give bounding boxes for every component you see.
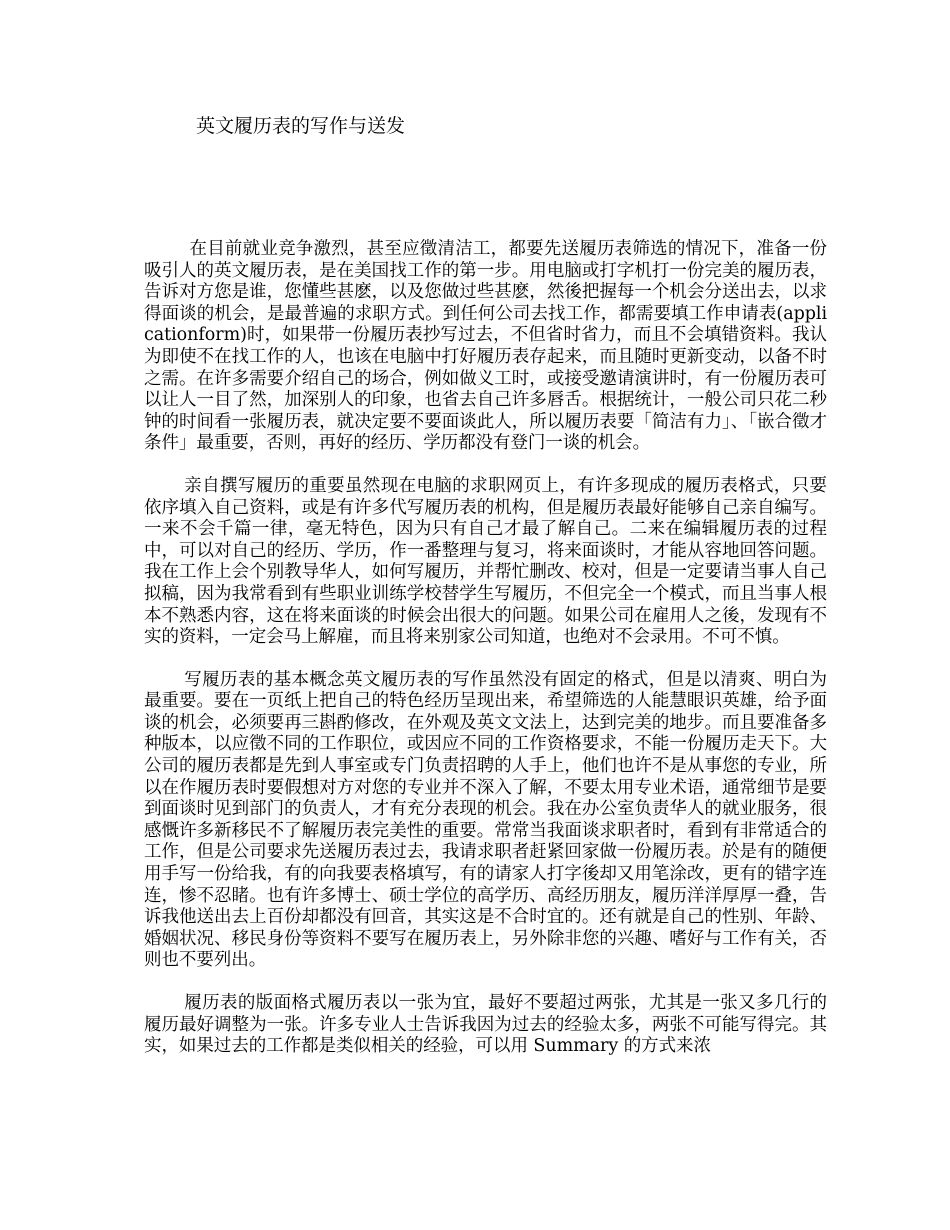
paragraph-layout-format: 履历表的版面格式履历表以一张为宜，最好不要超过两张，尤其是一张又多几行的履历最好调整为一张。许多专业人士告诉我因为过去的经验太多，两张不可能写得完。其实，如果过去的工作都是类似相关的经验，可以用 Summary 的方式来浓 xyxy=(144,993,827,1057)
paragraph-intro: 在目前就业竞争激烈，甚至应徵清洁工，都要先送履历表筛选的情况下，准备一份吸引人的英文履历表，是在美国找工作的第一步。用电脑或打字机打一份完美的履历表，告诉对方您是谁，您懂些甚麽，以及您做过些甚麽，然後把握每一个机会分送出去，以求得面谈的机会，是最普遍的求职方式。到任何公司去找工作，都需要填工作申请表(applicationform)时，如果带一份履历表抄写过去，不但省时省力，而且不会填错资料。我认为即使不在找工作的人，也该在电脑中打好履历表存起来，而且随时更新变动，以备不时之需。在许多需要介绍自己的场合，例如做义工时，或接受邀请演讲时，有一份履历表可以让人一目了然，加深别人的印象，也省去自己许多唇舌。根据统计，一般公司只花二秒钟的时间看一张履历表，就决定要不要面谈此人，所以履历表要「简洁有力」、「嵌合徵才条件」最重要，否则，再好的经历、学历都没有登门一谈的机会。 xyxy=(144,239,827,454)
document-body xyxy=(144,239,827,1079)
document-title: 英文履历表的写作与送发 xyxy=(196,115,406,137)
paragraph-basic-concepts: 写履历表的基本概念英文履历表的写作虽然没有固定的格式，但是以清爽、明白为最重要。要在一页纸上把自己的特色经历呈现出来，希望筛选的人能慧眼识英雄，给予面谈的机会，必须要再三斟酌修改，在外观及英文文法上，达到完美的地步。而且要准备多种版本，以应徵不同的工作职位，或因应不同的工作资格要求，不能一份履历走天下。大公司的履历表都是先到人事室或专门负责招聘的人手上，他们也许不是从事您的专业，所以在作履历表时要假想对方对您的专业并不深入了解，不要太用专业术语，通常细节是要到面谈时见到部门的负责人，才有充分表现的机会。我在办公室负责华人的就业服务，很感慨许多新移民不了解履历表完美性的重要。常常当我面谈求职者时，看到有非常适合的工作，但是公司要求先送履历表过去，我请求职者赶紧回家做一份履历表。於是有的随便用手写一份给我，有的向我要表格填写，有的请家人打字後却又用笔涂改，更有的错字连连，惨不忍睹。也有许多博士、硕士学位的高学历、高经历朋友，履历洋洋厚厚一叠，告诉我他送出去上百份却都没有回音，其实这是不合时宜的。还有就是自己的性别、年龄、婚姻状况、移民身份等资料不要写在履历表上，另外除非您的兴趣、嗜好与工作有关，否则也不要列出。 xyxy=(144,669,827,971)
paragraph-self-writing: 亲自撰写履历的重要虽然现在电脑的求职网页上，有许多现成的履历表格式，只要依序填入自己资料，或是有许多代写履历表的机构，但是履历表最好能够自己亲自编写。一来不会千篇一律，毫无特色，因为只有自己才最了解自己。二来在编辑履历表的过程中，可以对自己的经历、学历，作一番整理与复习，将来面谈时，才能从容地回答问题。我在工作上会个别教导华人，如何写履历，并帮忙删改、校对，但是一定要请当事人自己拟稿，因为我常看到有些职业训练学校替学生写履历，不但完全一个模式，而且当事人根本不熟悉内容，这在将来面谈的时候会出很大的问题。如果公司在雇用人之後，发现有不实的资料，一定会马上解雇，而且将来别家公司知道，也绝对不会录用。不可不慎。 xyxy=(144,475,827,648)
